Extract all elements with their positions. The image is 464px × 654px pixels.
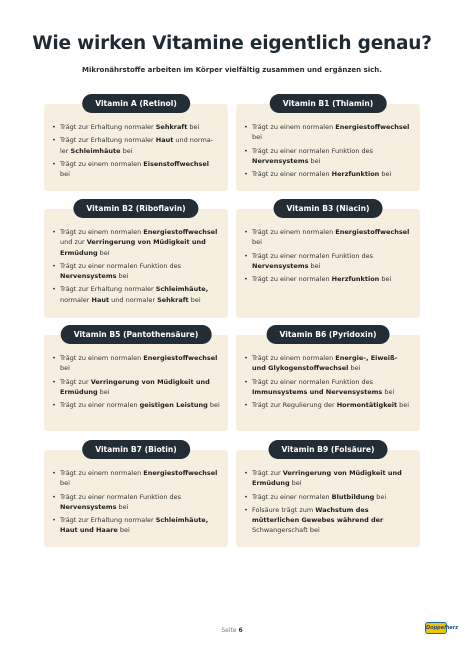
- vitamin-title-pill: Vitamin B9 (Folsäure): [269, 440, 388, 459]
- highlight-text: Hormontätigkeit: [336, 401, 398, 410]
- brand-logo: Doppelherz: [425, 622, 447, 634]
- benefit-item: [244, 468, 412, 489]
- benefit-text: bei: [187, 123, 200, 131]
- benefit-item: [244, 169, 412, 179]
- benefit-text: Trägt zu einem normalen: [60, 228, 144, 236]
- vitamin-title-pill: Vitamin A (Retinol): [82, 94, 190, 113]
- benefit-text: bei: [60, 479, 70, 488]
- vitamin-card: [44, 445, 228, 547]
- benefit-item: [52, 284, 220, 305]
- benefit-text: Trägt zur: [252, 469, 283, 477]
- benefit-list: [244, 227, 412, 287]
- highlight-text: Sehkraft: [157, 295, 189, 304]
- benefit-text: bei: [116, 502, 129, 511]
- benefit-text: Trägt zu einem normalen: [252, 123, 336, 131]
- benefit-list: [52, 353, 220, 413]
- benefit-text: bei: [289, 479, 302, 488]
- benefit-text: bei: [252, 238, 262, 247]
- benefit-item: [52, 227, 220, 258]
- vitamin-card: [236, 204, 420, 318]
- benefit-text: Trägt zur Erhaltung normaler: [60, 285, 156, 294]
- vitamin-title-pill: Vitamin B7 (Biotin): [82, 440, 190, 459]
- benefit-text: Trägt zu einer normalen: [252, 275, 332, 284]
- page-label: Seite: [221, 627, 237, 634]
- highlight-text: Sehkraft: [155, 123, 188, 131]
- benefit-text: bei: [252, 133, 262, 142]
- highlight-text: Eisenstoffwechsel: [143, 159, 209, 168]
- highlight-text: Verringerung von Müdigkeit und Ermüdung: [252, 469, 402, 488]
- benefit-text: Trägt zur Erhaltung normaler: [60, 516, 156, 525]
- benefit-text: bei: [117, 526, 130, 535]
- benefit-item: [52, 468, 220, 489]
- benefit-text: Folsäure trägt zum: [252, 505, 316, 514]
- vitamin-card: [236, 445, 420, 547]
- benefit-text: Trägt zu einem normalen: [252, 228, 336, 236]
- benefit-item: [244, 505, 412, 536]
- page-footer: [0, 627, 464, 634]
- benefit-text: bei: [382, 387, 395, 396]
- benefit-list: [52, 227, 220, 308]
- benefit-text: bei: [308, 156, 321, 165]
- benefit-item: [52, 492, 220, 513]
- benefit-text: Trägt zur Regulierung der: [252, 401, 337, 410]
- benefit-item: [52, 122, 220, 132]
- vitamin-card: [236, 330, 420, 431]
- vitamin-title-pill: Vitamin B1 (Thiamin): [270, 94, 387, 113]
- highlight-text: geistigen Leistung: [139, 401, 208, 410]
- benefit-item: [52, 515, 220, 536]
- vitamin-title-pill: Vitamin B5 (Pantothensäure): [61, 325, 212, 344]
- highlight-text: Energie-, Eiweiß- und Glykogenstoffwechsel: [252, 354, 398, 373]
- benefit-text: bei: [188, 295, 201, 304]
- benefit-text: Trägt zu einem normalen: [252, 354, 336, 362]
- benefit-item: [52, 159, 220, 180]
- benefit-text: bei: [116, 272, 129, 281]
- highlight-text: Schleimhäute: [70, 146, 121, 155]
- benefit-text: Schwangerschaft bei: [252, 526, 320, 535]
- benefit-item: [244, 400, 412, 410]
- benefit-text: bei: [379, 170, 392, 179]
- benefit-list: [244, 468, 412, 539]
- benefit-text: normaler: [60, 295, 92, 304]
- benefit-text: Trägt zur Erhaltung normaler: [60, 123, 156, 131]
- benefit-text: Trägt zu einem normalen: [60, 469, 144, 477]
- benefit-item: [52, 400, 220, 410]
- benefit-text: Trägt zu einer normalen Funktion des: [252, 377, 374, 386]
- benefit-text: bei: [308, 261, 321, 270]
- vitamin-title-pill: Vitamin B3 (Niacin): [274, 199, 383, 218]
- highlight-text: Verringerung von Müdigkeit und Ermüdung: [60, 238, 206, 257]
- benefit-list: [244, 353, 412, 413]
- benefit-text: bei: [97, 248, 110, 257]
- highlight-text: Immunsystems und Nervensystems: [252, 387, 383, 396]
- benefit-text: Trägt zu einer normalen Funktion des: [60, 261, 182, 270]
- benefit-text: bei: [348, 364, 361, 373]
- highlight-text: Haut: [91, 295, 110, 304]
- highlight-text: Schleimhäute, Haut und Haare: [60, 516, 209, 535]
- vitamin-title-pill: Vitamin B6 (Pyridoxin): [267, 325, 390, 344]
- highlight-text: Nervensystems: [60, 272, 117, 281]
- benefit-text: bei: [120, 146, 133, 155]
- vitamin-card: [44, 99, 228, 191]
- benefit-item: [244, 227, 412, 248]
- highlight-text: Energiestoffwechsel: [335, 123, 410, 131]
- highlight-text: Nervensystems: [60, 502, 117, 511]
- highlight-text: Verringerung von Müdigkeit und Ermüdung: [60, 377, 210, 396]
- page-title: Wie wirken Vitamine eigentlich genau?: [32, 33, 432, 54]
- benefit-list: [52, 468, 220, 539]
- benefit-text: bei: [374, 492, 387, 501]
- benefit-text: und norma-ler: [60, 136, 214, 155]
- benefit-item: [244, 122, 412, 143]
- benefit-text: Trägt zu einer normalen Funktion des: [252, 251, 374, 260]
- benefit-text: Trägt zu einem normalen: [60, 354, 144, 362]
- benefit-text: bei: [379, 275, 392, 284]
- benefit-text: bei: [60, 170, 70, 179]
- benefit-item: [52, 377, 220, 398]
- benefit-item: [52, 353, 220, 374]
- benefit-text: bei: [97, 387, 110, 396]
- benefit-text: Trägt zu einer normalen: [252, 170, 332, 179]
- benefit-item: [244, 353, 412, 374]
- benefit-text: Trägt zur Erhaltung normaler: [60, 136, 156, 145]
- benefit-text: und normaler: [109, 295, 158, 304]
- vitamin-card: [44, 204, 228, 318]
- page-subtitle: Mikronährstoffe arbeiten im Körper vielfältig zusammen und ergänzen sich.: [82, 66, 382, 74]
- benefit-item: [244, 251, 412, 272]
- benefit-list: [52, 122, 220, 182]
- highlight-text: Haut: [155, 136, 174, 145]
- benefit-item: [52, 261, 220, 282]
- benefit-text: Trägt zu einer normalen: [60, 401, 140, 410]
- highlight-text: Nervensystems: [252, 261, 309, 270]
- highlight-text: Wachstum des mütterlichen Gewebes während der: [252, 505, 384, 525]
- benefit-text: Trägt zur: [60, 377, 91, 386]
- highlight-text: Energiestoffwechsel: [143, 228, 218, 236]
- benefit-item: [244, 492, 412, 502]
- highlight-text: Energiestoffwechsel: [335, 228, 410, 236]
- benefit-list: [244, 122, 412, 182]
- benefit-text: Trägt zu einer normalen Funktion des: [252, 146, 374, 155]
- benefit-text: bei: [207, 401, 220, 410]
- highlight-text: Blutbildung: [331, 492, 375, 501]
- vitamin-card: [236, 99, 420, 191]
- benefit-item: [244, 274, 412, 284]
- vitamin-title-pill: Vitamin B2 (Riboflavin): [73, 199, 198, 218]
- highlight-text: Schleimhäute,: [155, 285, 209, 294]
- page-number: 6: [238, 627, 243, 634]
- highlight-text: Herzfunktion: [331, 275, 380, 284]
- benefit-text: bei: [60, 364, 70, 373]
- benefit-item: [244, 146, 412, 167]
- benefit-text: Trägt zu einem normalen: [60, 159, 144, 168]
- highlight-text: Nervensystems: [252, 156, 309, 165]
- highlight-text: Energiestoffwechsel: [143, 469, 218, 477]
- benefit-text: und zur: [60, 238, 87, 247]
- benefit-item: [52, 135, 220, 156]
- highlight-text: Energiestoffwechsel: [143, 354, 218, 362]
- benefit-text: Trägt zu einer normalen Funktion des: [60, 492, 182, 501]
- benefit-item: [244, 377, 412, 398]
- benefit-text: Trägt zu einer normalen: [252, 492, 332, 501]
- vitamin-card: [44, 330, 228, 431]
- benefit-text: bei: [397, 401, 410, 410]
- highlight-text: Herzfunktion: [331, 170, 380, 179]
